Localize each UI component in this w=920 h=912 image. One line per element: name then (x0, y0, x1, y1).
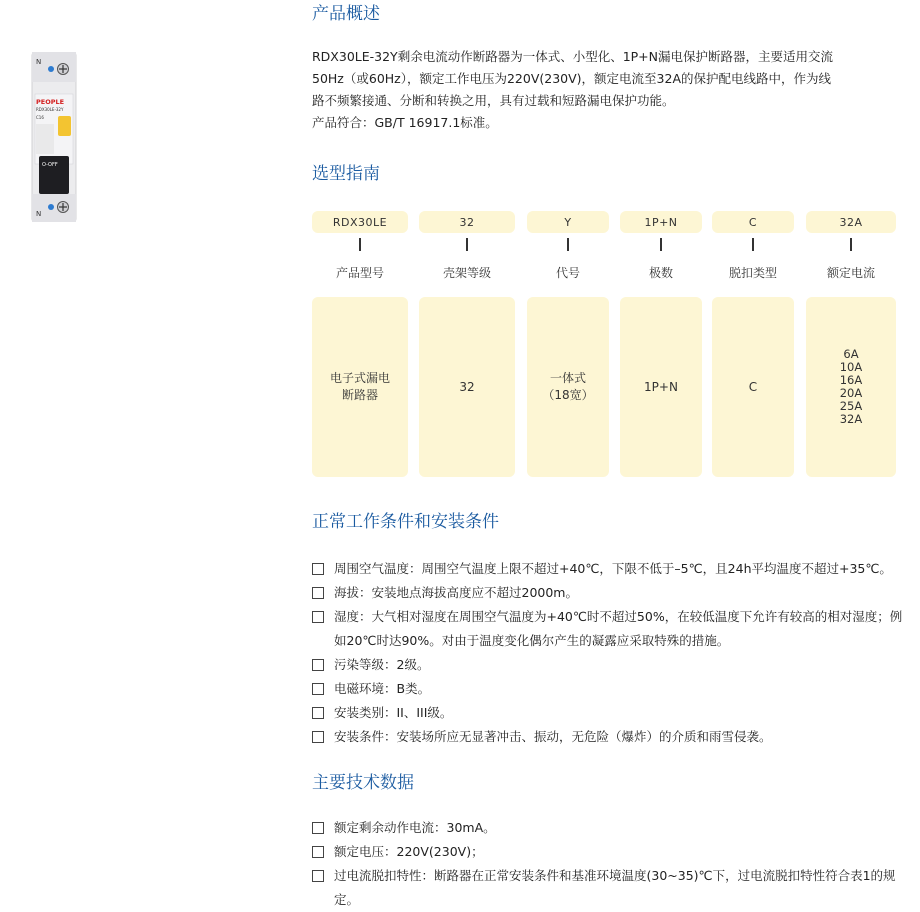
selection-code-cell: 32 (419, 211, 515, 233)
overview-line: 路不频繁接通、分断和转换之用，具有过载和短路漏电保护功能。 (312, 93, 675, 108)
list-item (312, 653, 912, 677)
connector-line (466, 238, 468, 251)
list-item (312, 581, 912, 605)
detail-line: （18宽） (542, 388, 594, 402)
list-item-text: 额定剩余动作电流：30mA。 (334, 820, 496, 835)
selection-label: 额定电流 (826, 266, 875, 280)
list-item (312, 701, 912, 725)
selection-label: 脱扣类型 (728, 266, 777, 280)
selection-code-cell: 1P+N (620, 211, 702, 233)
detail-line: 16A (839, 373, 863, 387)
checkbox-icon (312, 683, 324, 695)
checkbox-icon (312, 822, 324, 834)
selection-label: 代号 (555, 266, 580, 280)
checkbox-icon (312, 731, 324, 743)
overview-text (312, 46, 902, 134)
selection-code-cell: C (712, 211, 794, 233)
checkbox-icon (312, 563, 324, 575)
connector-line (359, 238, 361, 251)
list-item-text: 额定电压：220V(230V)； (334, 844, 484, 859)
tech-list (312, 816, 912, 912)
list-item-text: 海拔：安装地点海拔高度应不超过2000m。 (334, 585, 578, 600)
connector-line (660, 238, 662, 251)
list-item (312, 677, 912, 701)
list-item (312, 816, 912, 840)
selection-detail-box (620, 297, 702, 477)
brand-logo: PEOPLE (36, 98, 65, 106)
detail-line: 32 (459, 379, 475, 394)
breaker-product-image (30, 52, 78, 222)
terminal-screw-icon (48, 204, 54, 210)
list-item (312, 557, 912, 581)
terminal-screw-icon (48, 66, 54, 72)
list-item-text: 过电流脱扣特性：断路器在正常安装条件和基准环境温度(30~35)℃下，过电流脱扣特性符合表1的规定。 (334, 868, 896, 907)
conditions-title: 正常工作条件和安装条件 (312, 512, 499, 532)
list-item-text: 湿度：大气相对湿度在周围空气温度为+40℃时不超过50%，在较低温度下允许有较高的相对湿度；例如20℃时达90%。对由于温度变化偶尔产生的凝露应采取特殊的措施。 (334, 609, 903, 648)
checkbox-icon (312, 707, 324, 719)
list-item (312, 864, 912, 912)
list-item (312, 840, 912, 864)
device-model-text: RDX30LE-32Y (36, 107, 64, 112)
list-item-text: 污染等级：2级。 (334, 657, 430, 672)
detail-line: 32A (839, 412, 863, 426)
selection-code-cell: 32A (806, 211, 896, 233)
list-item (312, 605, 912, 653)
conditions-list (312, 557, 912, 749)
terminal-n-top: N (36, 58, 42, 66)
switch-state-text: O-OFF (42, 162, 58, 168)
checkbox-icon (312, 870, 324, 882)
selection-label: 产品型号 (335, 266, 384, 280)
terminal-n-bottom: N (36, 210, 42, 218)
detail-line: 6A (843, 347, 859, 361)
test-button (58, 116, 71, 136)
list-item-text: 周围空气温度：周围空气温度上限不超过+40℃，下限不低于–5℃，且24h平均温度不超过+35℃。 (334, 561, 892, 576)
connector-line (567, 238, 569, 251)
selection-code-cell: RDX30LE (312, 211, 408, 233)
detail-line: 一体式 (549, 371, 586, 385)
selection-title: 选型指南 (312, 164, 380, 184)
connector-line (752, 238, 754, 251)
selection-code-cell: Y (527, 211, 609, 233)
selection-detail-box (312, 297, 408, 477)
detail-line: C (748, 379, 758, 394)
checkbox-icon (312, 587, 324, 599)
checkbox-icon (312, 659, 324, 671)
detail-line: 25A (839, 399, 863, 413)
selection-detail-box (712, 297, 794, 477)
overview-line: 50Hz（或60Hz），额定工作电压为220V(230V)，额定电流至32A的保护配电线路中，作为线 (312, 71, 832, 86)
list-item (312, 725, 912, 749)
selection-detail-box (806, 297, 896, 477)
detail-line: 1P+N (644, 379, 678, 394)
detail-line: 电子式漏电 (329, 371, 390, 385)
detail-line: 10A (839, 360, 863, 374)
overview-title: 产品概述 (312, 4, 380, 24)
tech-title: 主要技术数据 (312, 773, 414, 793)
list-item-text: 安装条件：安装场所应无显著冲击、振动，无危险（爆炸）的介质和雨雪侵袭。 (334, 729, 772, 744)
overview-line: RDX30LE-32Y剩余电流动作断路器为一体式、小型化、1P+N漏电保护断路器，主要适用交流 (312, 49, 834, 64)
checkbox-icon (312, 846, 324, 858)
detail-line: 断路器 (341, 388, 378, 402)
list-item-text: 电磁环境：B类。 (334, 681, 431, 696)
list-item-text: 安装类别：II、III级。 (334, 705, 453, 720)
device-rating-text: C16 (36, 115, 44, 120)
overview-line: 产品符合：GB/T 16917.1标准。 (312, 115, 498, 130)
selection-label: 壳架等级 (442, 266, 491, 280)
selection-label: 极数 (648, 266, 673, 280)
selection-detail-box (419, 297, 515, 477)
checkbox-icon (312, 611, 324, 623)
detail-line: 20A (839, 386, 863, 400)
connector-line (850, 238, 852, 251)
selection-detail-box (527, 297, 609, 477)
